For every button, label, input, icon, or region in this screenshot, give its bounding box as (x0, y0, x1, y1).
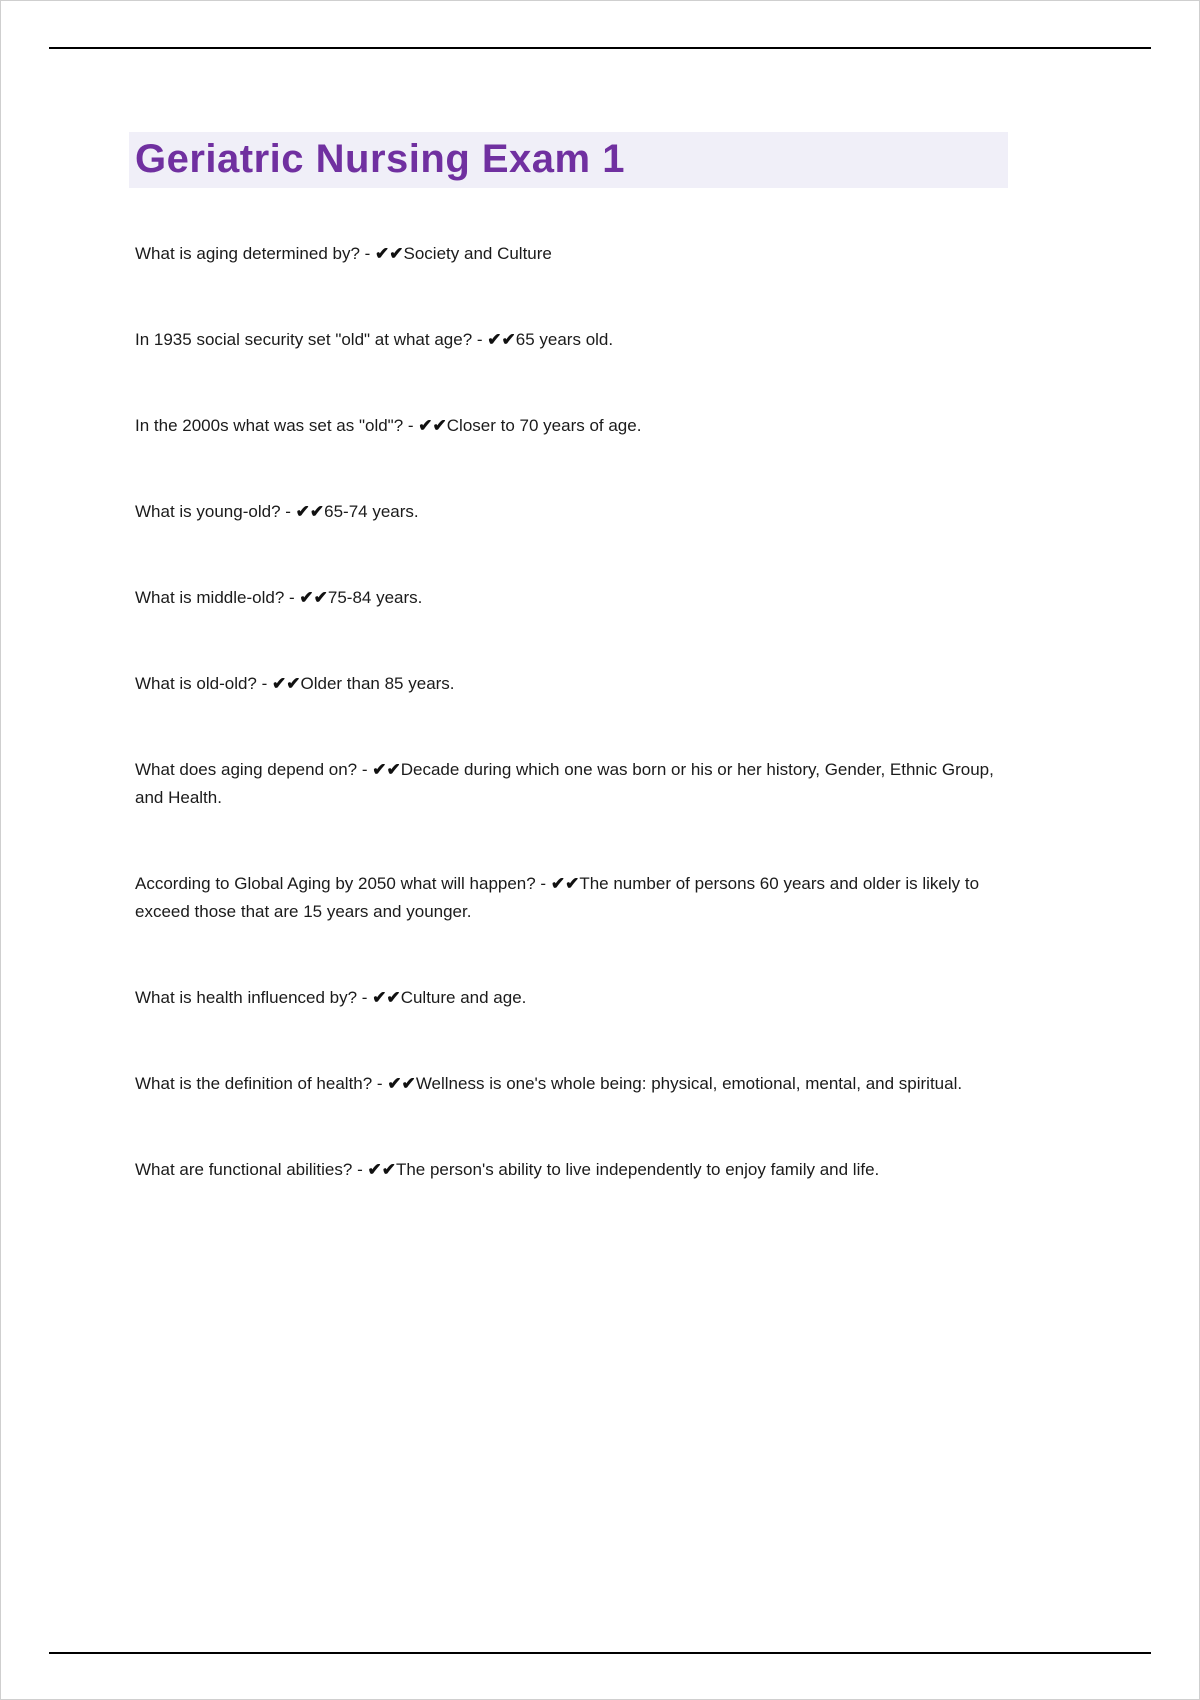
question-text: What is young-old? - (135, 502, 296, 521)
checkmark-icon: ✔✔ (272, 674, 301, 693)
qa-item (135, 240, 1015, 268)
question-text: In the 2000s what was set as "old"? - (135, 416, 419, 435)
bottom-rule (49, 1652, 1151, 1654)
qa-item (135, 326, 1015, 354)
question-text: What does aging depend on? - (135, 760, 373, 779)
checkmark-icon: ✔✔ (372, 988, 401, 1007)
qa-item (135, 1156, 1015, 1184)
question-text: In 1935 social security set "old" at what age? - (135, 330, 488, 349)
checkmark-icon: ✔✔ (487, 330, 516, 349)
question-text: What is old-old? - (135, 674, 272, 693)
answer-text: 65 years old. (515, 330, 614, 349)
answer-text: The number of persons 60 years and older is likely to exceed those that are 15 years and younger. (135, 874, 980, 921)
answer-text: 75-84 years. (327, 588, 423, 607)
qa-list (135, 240, 1015, 1184)
page-title: Geriatric Nursing Exam 1 (129, 132, 1008, 188)
checkmark-icon: ✔✔ (375, 244, 404, 263)
checkmark-icon: ✔✔ (299, 588, 328, 607)
qa-item (135, 756, 1015, 812)
answer-text: 65-74 years. (324, 502, 419, 521)
page-content (135, 132, 1065, 1242)
checkmark-icon: ✔✔ (550, 874, 580, 893)
answer-text: The person's ability to live independently to enjoy family and life. (395, 1160, 880, 1179)
answer-text: Wellness is one's whole being: physical, emotional, mental, and spiritual. (415, 1074, 963, 1093)
answer-text: Culture and age. (400, 988, 527, 1007)
question-text: What is aging determined by? - (135, 244, 376, 263)
checkmark-icon: ✔✔ (367, 1160, 396, 1179)
question-text: What are functional abilities? - (135, 1160, 368, 1179)
checkmark-icon: ✔✔ (372, 760, 401, 779)
qa-item (135, 1070, 1015, 1098)
checkmark-icon: ✔✔ (387, 1074, 416, 1093)
checkmark-icon: ✔✔ (418, 416, 447, 435)
answer-text: Older than 85 years. (300, 674, 455, 693)
qa-item (135, 412, 1015, 440)
question-text: What is health influenced by? - (135, 988, 373, 1007)
question-text: What is middle-old? - (135, 588, 300, 607)
question-text: According to Global Aging by 2050 what will happen? - (135, 874, 551, 893)
qa-item (135, 670, 1015, 698)
answer-text: Closer to 70 years of age. (446, 416, 642, 435)
qa-item (135, 984, 1015, 1012)
checkmark-icon: ✔✔ (295, 502, 325, 521)
top-rule (49, 47, 1151, 49)
qa-item (135, 584, 1015, 612)
answer-text: Society and Culture (403, 244, 552, 263)
qa-item (135, 870, 1015, 926)
question-text: What is the definition of health? - (135, 1074, 388, 1093)
answer-text: Decade during which one was born or his or her history, Gender, Ethnic Group, and Health. (135, 760, 994, 807)
qa-item (135, 498, 1015, 526)
